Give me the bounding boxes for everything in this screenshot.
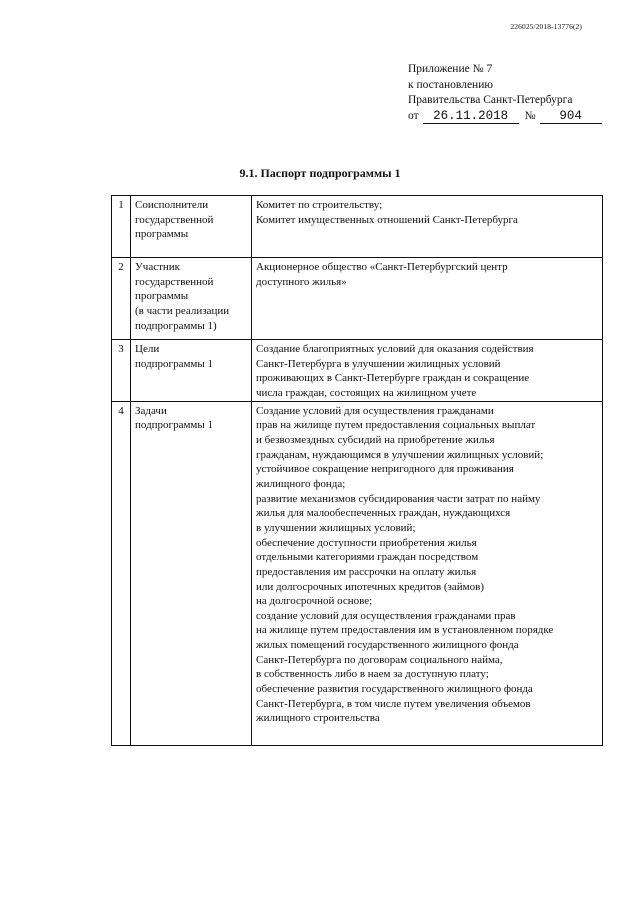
content-line: обеспечение доступности приобретения жилья: [256, 536, 477, 549]
row-content: [252, 340, 603, 402]
label-line: государственной: [135, 275, 214, 288]
row-label: [131, 258, 252, 340]
content-line: и безвозмездных субсидий на приобретение жилья: [256, 433, 495, 446]
resolution-date: 26.11.2018: [423, 110, 519, 124]
label-line: Участник: [135, 261, 181, 273]
row-content: [252, 258, 603, 340]
content-line: в улучшении жилищных условий;: [256, 521, 416, 534]
content-line: в собственность либо в наем за доступную плату;: [256, 668, 489, 681]
content-line: или долгосрочных ипотечных кредитов (займов): [256, 580, 484, 593]
content-line: Санкт-Петербурга, в том числе путем увеличения объемов: [256, 697, 531, 710]
resolution-number: 904: [540, 110, 602, 124]
content-line: создание условий для осуществления гражданами прав: [256, 609, 516, 622]
row-number: 4: [112, 401, 131, 745]
from-label: от: [408, 109, 419, 122]
table-row: [112, 258, 603, 340]
appendix-date-line: [408, 109, 602, 125]
appendix-line-2: к постановлению: [408, 78, 493, 91]
content-line: числа граждан, состоящих на жилищном учете: [256, 386, 477, 399]
content-line: проживающих в Санкт-Петербурге граждан и сокращение: [256, 372, 530, 385]
content-line: на жилище путем предоставления им в установленном порядке: [256, 624, 554, 637]
document-number: 226025/2018-13776(2): [510, 22, 582, 31]
content-line: развитие механизмов субсидирования части затрат по найму: [256, 492, 541, 505]
table-row: [112, 196, 603, 258]
table-row: [112, 340, 603, 402]
content-line: предоставления им рассрочки на оплату жилья: [256, 565, 477, 578]
row-number: 3: [112, 340, 131, 402]
content-line: жилищного фонда;: [256, 477, 346, 490]
appendix-line-1: Приложение № 7: [408, 63, 493, 75]
row-label: [131, 401, 252, 745]
content-line: Комитет по строительству;: [256, 199, 383, 211]
row-label: [131, 196, 252, 258]
content-line: прав на жилище путем предоставления социальных выплат: [256, 419, 536, 432]
label-line: (в части реализации: [135, 304, 230, 317]
content-line: Комитет имущественных отношений Санкт-Петербурга: [256, 213, 518, 226]
label-line: Соисполнители: [135, 199, 209, 211]
number-sign: №: [524, 109, 536, 122]
passport-table: [111, 195, 603, 746]
label-line: программы: [135, 290, 189, 303]
label-line: Цели: [135, 343, 160, 355]
content-line: гражданам, нуждающимся в улучшении жилищных условий;: [256, 448, 544, 461]
content-line: устойчивое сокращение непригодного для проживания: [256, 463, 514, 476]
label-line: подпрограммы 1: [135, 357, 214, 370]
label-line: Задачи: [135, 404, 167, 417]
row-content: [252, 196, 603, 258]
appendix-line-3: Правительства Санкт-Петербурга: [408, 94, 573, 106]
content-line: Создание условий для осуществления гражданами: [256, 404, 494, 417]
appendix-block: [408, 62, 602, 124]
row-number: 1: [112, 196, 131, 258]
content-line: Акционерное общество «Санкт-Петербургский центр: [256, 261, 508, 273]
content-line: жилья для малообеспеченных граждан, нуждающихся: [256, 507, 511, 520]
content-line: отдельными категориями граждан посредством: [256, 551, 479, 564]
label-line: государственной: [135, 213, 214, 226]
content-line: доступного жилья»: [256, 275, 347, 288]
content-line: на долгосрочной основе;: [256, 595, 373, 608]
passport-table-body: [112, 196, 603, 746]
row-content: [252, 401, 603, 745]
content-line: обеспечение развития государственного жилищного фонда: [256, 683, 533, 696]
content-line: жилых помещений государственного жилищного фонда: [256, 639, 519, 652]
label-line: программы: [135, 228, 189, 241]
content-line: Санкт-Петербурга по договорам социального найма,: [256, 653, 503, 666]
row-label: [131, 340, 252, 402]
label-line: подпрограммы 1: [135, 419, 214, 432]
content-line: Создание благоприятных условий для оказания содействия: [256, 343, 534, 355]
section-title: 9.1. Паспорт подпрограммы 1: [239, 166, 401, 180]
table-row: [112, 401, 603, 745]
row-number: 2: [112, 258, 131, 340]
label-line: подпрограммы 1): [135, 319, 217, 332]
content-line: Санкт-Петербурга в улучшении жилищных условий: [256, 357, 501, 370]
content-line: жилищного строительства: [256, 712, 380, 725]
